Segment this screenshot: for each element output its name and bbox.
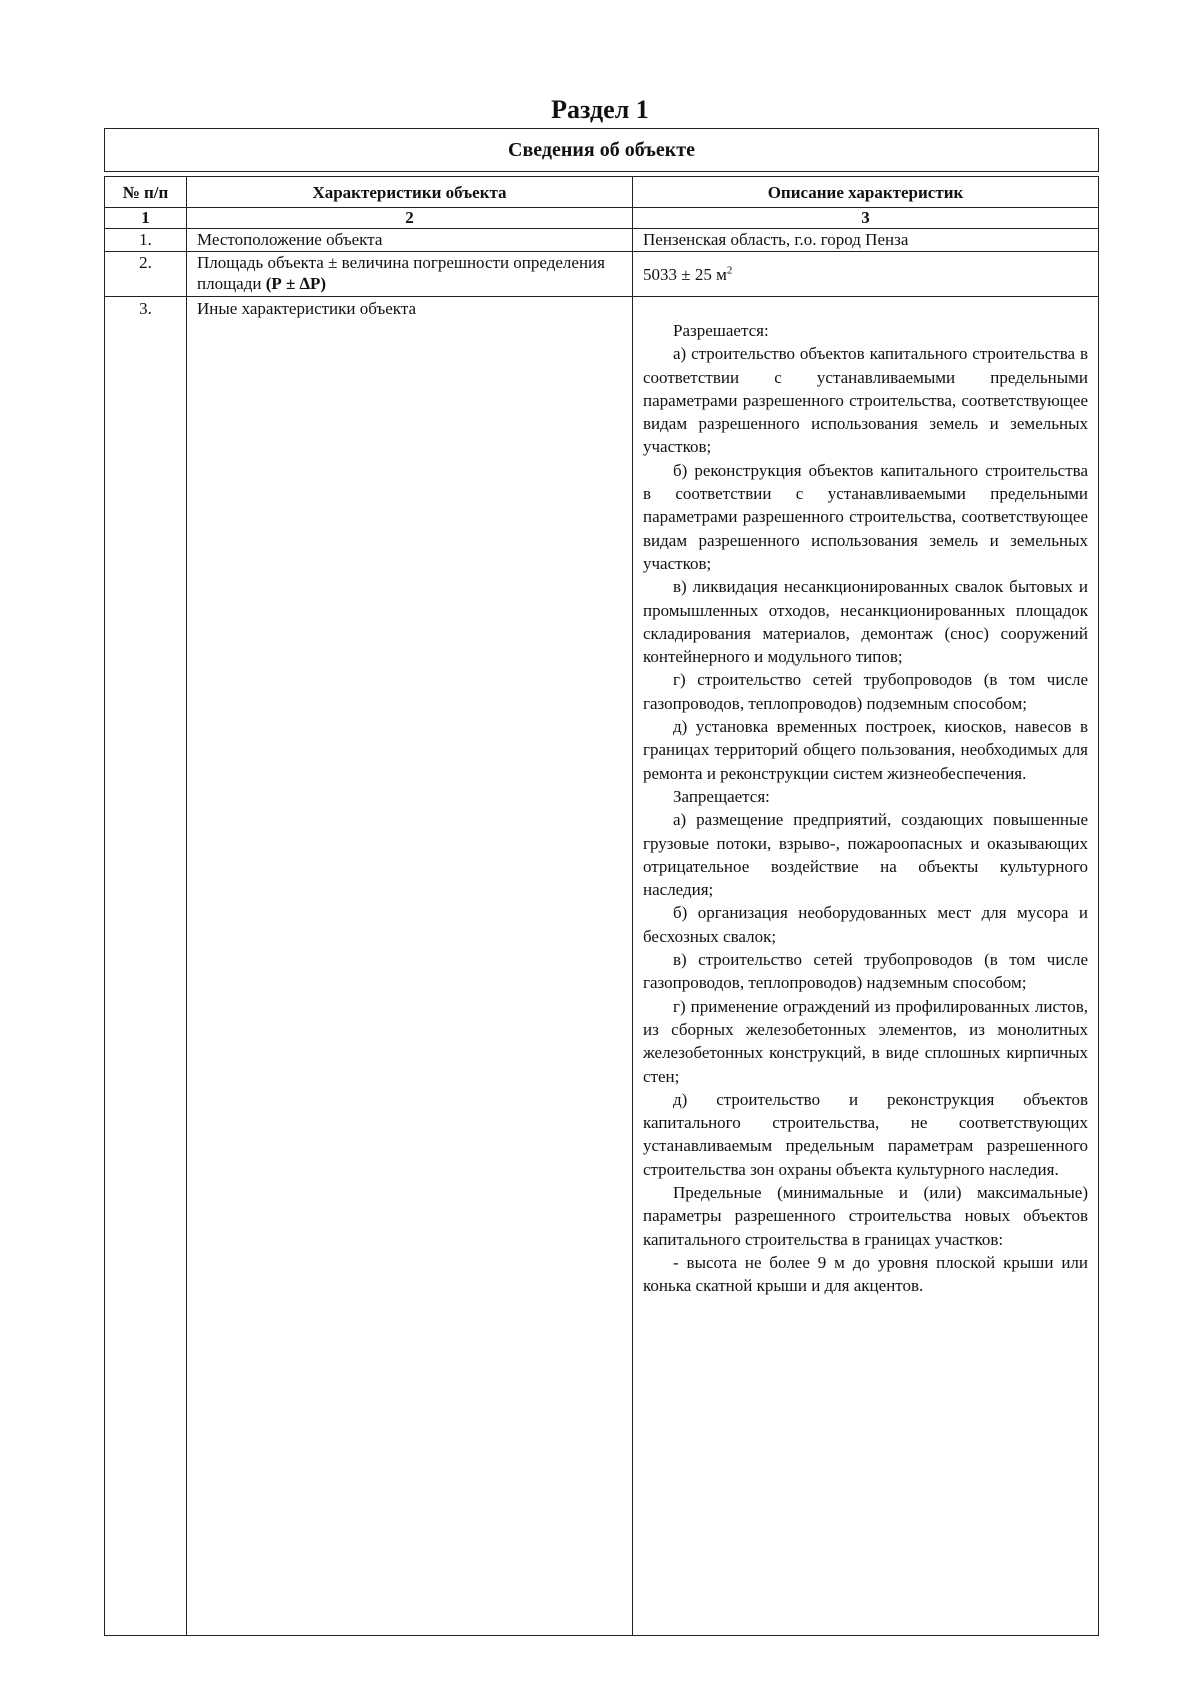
header-description: Описание характеристик <box>633 177 1099 208</box>
row-characteristic: Иные характеристики объекта <box>187 297 633 1636</box>
column-number-2: 2 <box>187 208 633 229</box>
prohibited-item-v: в) строительство сетей трубопроводов (в том числе газопроводов, теплопроводов) надземным способом; <box>643 950 1088 993</box>
permitted-heading: Разрешается: <box>673 321 769 340</box>
table-caption: Сведения об объекте <box>105 129 1099 172</box>
permitted-item-a: а) строительство объектов капитального строительства в соответствии с устанавливаемыми предельными параметрами разрешенного строительства, соответствующее видам разрешенного использования земель и земельных участков; <box>643 344 1088 457</box>
parameters-heading: Предельные (минимальные и (или) максимальные) параметры разрешенного строительства новых объектов капитального строительства в границах участков: <box>643 1182 1088 1249</box>
characteristic-formula: (Р ± ∆Р) <box>265 274 327 293</box>
column-number-1: 1 <box>105 208 187 229</box>
area-unit-exponent: 2 <box>726 263 733 276</box>
row-characteristic: Местоположение объекта <box>187 229 633 252</box>
table-row <box>105 252 1099 297</box>
table-caption-row <box>105 129 1099 172</box>
row-number: 3. <box>105 297 187 1636</box>
table-row <box>105 229 1099 252</box>
row-characteristic <box>187 252 633 297</box>
prohibited-item-d: д) строительство и реконструкция объектов капитального строительства, не соответствующих устанавливаемым предельным параметрам разрешенного строительства зон охраны объекта культурного наследия. <box>643 1089 1088 1179</box>
row-description <box>633 252 1099 297</box>
table-row <box>105 297 1099 1636</box>
permitted-item-v: в) ликвидация несанкционированных свалок бытовых и промышленных отходов, несанкционированных площадок складирования материалов, демонтаж (снос) сооружений контейнерного и модульного типов; <box>643 577 1088 667</box>
restrictions-text <box>643 297 1088 1297</box>
table-header-row <box>105 177 1099 208</box>
row-description <box>633 297 1099 1636</box>
permitted-item-d: д) установка временных построек, киосков, навесов в границах территорий общего пользования, необходимых для ремонта и реконструкции систем жизнеобеспечения. <box>643 717 1088 783</box>
object-info-table <box>104 128 1099 1636</box>
prohibited-heading: Запрещается: <box>673 786 770 806</box>
prohibited-item-b: б) организация необорудованных мест для мусора и бесхозных свалок; <box>643 903 1088 946</box>
column-number-3: 3 <box>633 208 1099 229</box>
characteristic-text: Площадь объекта ± величина погрешности определения площади <box>197 253 605 293</box>
row-number: 2. <box>105 252 187 297</box>
row-description: Пензенская область, г.о. город Пенза <box>633 229 1099 252</box>
area-value: 5033 ± 25 м <box>643 264 727 284</box>
header-number: № п/п <box>105 177 187 208</box>
permitted-item-g: г) строительство сетей трубопроводов (в том числе газопроводов, теплопроводов) подземным способом; <box>643 670 1088 713</box>
section-title: Раздел 1 <box>551 95 649 124</box>
parameters-height: - высота не более 9 м до уровня плоской крыши или конька скатной крыши и для акцентов. <box>643 1252 1088 1296</box>
header-characteristics: Характеристики объекта <box>187 177 633 208</box>
row-number: 1. <box>105 229 187 252</box>
prohibited-item-a: а) размещение предприятий, создающих повышенные грузовые потоки, взрыво-, пожароопасных и оказывающих отрицательное воздействие на объекты культурного наследия; <box>643 810 1088 900</box>
prohibited-item-g: г) применение ограждений из профилированных листов, из сборных железобетонных элементов, из монолитных железобетонных конструкций, в виде сплошных кирпичных стен; <box>643 996 1088 1086</box>
column-number-row <box>105 208 1099 229</box>
permitted-item-b: б) реконструкция объектов капитального строительства в соответствии с устанавливаемыми предельными параметрами разрешенного строительства, соответствующее видам разрешенного использования земель и земельных участков; <box>643 460 1088 573</box>
